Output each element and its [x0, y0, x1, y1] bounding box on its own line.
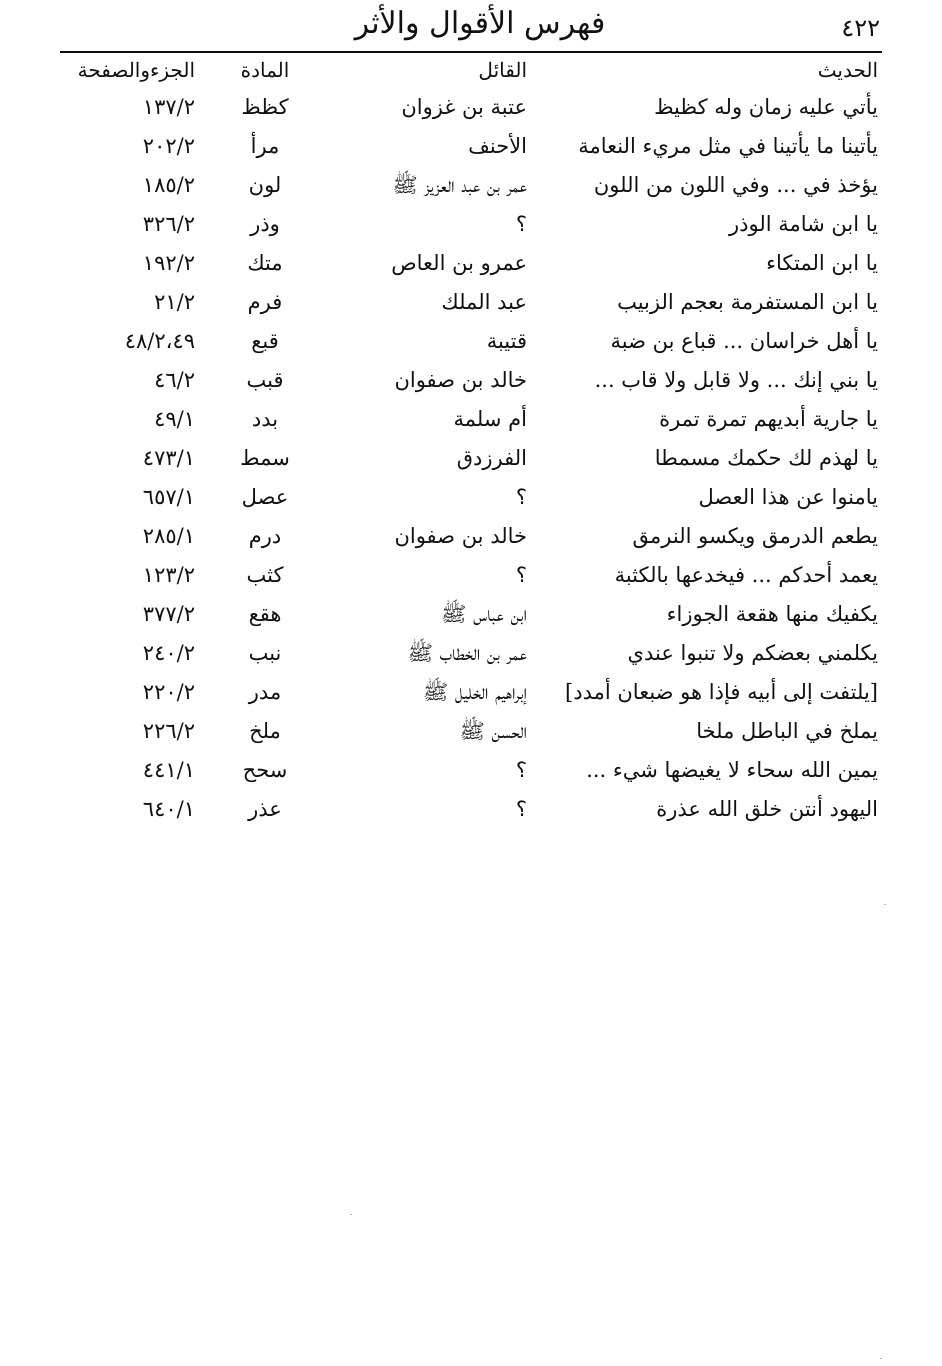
table-header [60, 54, 882, 86]
speaker-name: ؟ [515, 758, 527, 782]
root-word: قبع [251, 329, 279, 353]
table-row [60, 320, 882, 359]
volume-page-reference: ١٣٧/٢ [142, 95, 195, 119]
root-word: متك [247, 251, 283, 275]
hadith-text: يا أهل خراسان ... قباع بن ضبة [610, 329, 878, 353]
volume-page-reference: ١٩٢/٢ [142, 251, 195, 275]
header-rule [60, 51, 882, 53]
table-row [60, 125, 882, 164]
speaker-name: ابن عباس ﷺ [441, 602, 527, 626]
table-row [60, 710, 882, 749]
volume-page-reference: ١٢٣/٢ [142, 563, 195, 587]
table-row [60, 476, 882, 515]
root-word: لون [248, 173, 282, 197]
speaker-name: ؟ [515, 485, 527, 509]
hadith-text: يا ابن شامة الوذر [728, 212, 878, 236]
hadith-text: يمين الله سحاء لا يغيضها شيء ... [586, 758, 878, 782]
speaker-name: ؟ [515, 563, 527, 587]
root-word: مرأ [250, 134, 280, 158]
hadith-text: يأتي عليه زمان وله كظيظ [654, 95, 878, 119]
scan-mark [884, 904, 886, 905]
table-row [60, 788, 882, 827]
volume-page-reference: ٤٩/١ [154, 407, 195, 431]
column-header-speaker: القائل [478, 58, 527, 82]
table-row [60, 515, 882, 554]
column-header-reference: الجزءوالصفحة [77, 58, 195, 82]
speaker-name: قتيبة [486, 329, 527, 353]
table-row [60, 398, 882, 437]
volume-page-reference: ٣٧٧/٢ [142, 602, 195, 626]
page-number: ٤٢٢ [841, 14, 880, 42]
page-title: فهرس الأقوال والأثر [354, 6, 606, 41]
table-body [60, 86, 882, 827]
table-row [60, 632, 882, 671]
root-word: كثب [246, 563, 284, 587]
table-row [60, 242, 882, 281]
hadith-text: يامنوا عن هذا العصل [698, 485, 878, 509]
hadith-text: اليهود أنتن خلق الله عذرة [656, 797, 878, 821]
speaker-name: خالد بن صفوان [394, 368, 527, 392]
volume-page-reference: ٤٨/٢،٤٩ [124, 329, 195, 353]
table-row [60, 593, 882, 632]
hadith-text: يكلمني بعضكم ولا تنبوا عندي [627, 641, 878, 665]
hadith-text: يا ابن المتكاء [766, 251, 878, 275]
volume-page-reference: ٤٦/٢ [154, 368, 195, 392]
root-word: عصل [241, 485, 289, 509]
volume-page-reference: ٦٥٧/١ [142, 485, 195, 509]
speaker-name: عمر بن الخطاب ﷺ [407, 641, 527, 665]
table-row [60, 359, 882, 398]
table-row [60, 554, 882, 593]
root-word: ملخ [249, 719, 281, 743]
table-row [60, 164, 882, 203]
speaker-name: خالد بن صفوان [394, 524, 527, 548]
root-word: عذر [248, 797, 282, 821]
hadith-text: يعمد أحدكم ... فيخدعها بالكثبة [614, 563, 878, 587]
speaker-name: الحسن ﷺ [459, 719, 527, 743]
table-row [60, 437, 882, 476]
root-word: سمط [240, 446, 290, 470]
speaker-name: الفرزدق [456, 446, 527, 470]
table-row [60, 86, 882, 125]
speaker-name: ؟ [515, 212, 527, 236]
hadith-text: يؤخذ في ... وفي اللون من اللون [593, 173, 878, 197]
hadith-text: يا بني إنك ... ولا قابل ولا قاب ... [594, 368, 878, 392]
hadith-text: يكفيك منها هقعة الجوزاء [666, 602, 878, 626]
root-word: مدر [248, 680, 282, 704]
volume-page-reference: ٣٢٦/٢ [142, 212, 195, 236]
hadith-text: يأتينا ما يأتينا في مثل مريء النعامة [578, 134, 878, 158]
speaker-name: ؟ [515, 797, 527, 821]
volume-page-reference: ٢٢٠/٢ [142, 680, 195, 704]
root-word: بدد [251, 407, 279, 431]
volume-page-reference: ٤٤١/١ [142, 758, 195, 782]
volume-page-reference: ١٨٥/٢ [142, 173, 195, 197]
column-header-hadith: الحديث [817, 58, 878, 82]
volume-page-reference: ٢٨٥/١ [142, 524, 195, 548]
root-word: هقع [248, 602, 282, 626]
root-word: سحح [242, 758, 288, 782]
volume-page-reference: ٤٧٣/١ [142, 446, 195, 470]
hadith-text: يا جارية أبديهم تمرة تمرة [659, 407, 878, 431]
column-header-root: المادة [240, 58, 290, 82]
speaker-name: أم سلمة [453, 407, 527, 431]
volume-page-reference: ٢٤٠/٢ [142, 641, 195, 665]
table-row [60, 281, 882, 320]
root-word: وذر [250, 212, 280, 236]
table-row [60, 749, 882, 788]
hadith-text: [يلتفت إلى أبيه فإذا هو ضبعان أمدد] [565, 680, 878, 704]
table-row [60, 671, 882, 710]
root-word: نبب [248, 641, 282, 665]
root-word: درم [248, 524, 282, 548]
root-word: كظظ [241, 95, 289, 119]
speaker-name: الأحنف [468, 134, 527, 158]
hadith-text: يا ابن المستفرمة بعجم الزبيب [617, 290, 878, 314]
speaker-name: عمر بن عبد العزيز ﷺ [392, 173, 527, 197]
speaker-name: إبراهيم الخليل ﷺ [422, 680, 527, 704]
volume-page-reference: ٢٠٢/٢ [142, 134, 195, 158]
volume-page-reference: ٦٤٠/١ [142, 797, 195, 821]
volume-page-reference: ٢١/٢ [154, 290, 195, 314]
hadith-text: يا لهذم لك حكمك مسمطا [654, 446, 878, 470]
hadith-text: يملخ في الباطل ملخا [696, 719, 878, 743]
scan-mark [880, 1358, 882, 1359]
table-row [60, 203, 882, 242]
scan-mark [350, 1214, 352, 1215]
root-word: قبب [246, 368, 284, 392]
root-word: فرم [247, 290, 283, 314]
index-table [60, 54, 882, 827]
hadith-text: يطعم الدرمق ويكسو النرمق [632, 524, 878, 548]
volume-page-reference: ٢٢٦/٢ [142, 719, 195, 743]
speaker-name: عبد الملك [441, 290, 527, 314]
speaker-name: عمرو بن العاص [391, 251, 527, 275]
speaker-name: عتبة بن غزوان [401, 95, 527, 119]
